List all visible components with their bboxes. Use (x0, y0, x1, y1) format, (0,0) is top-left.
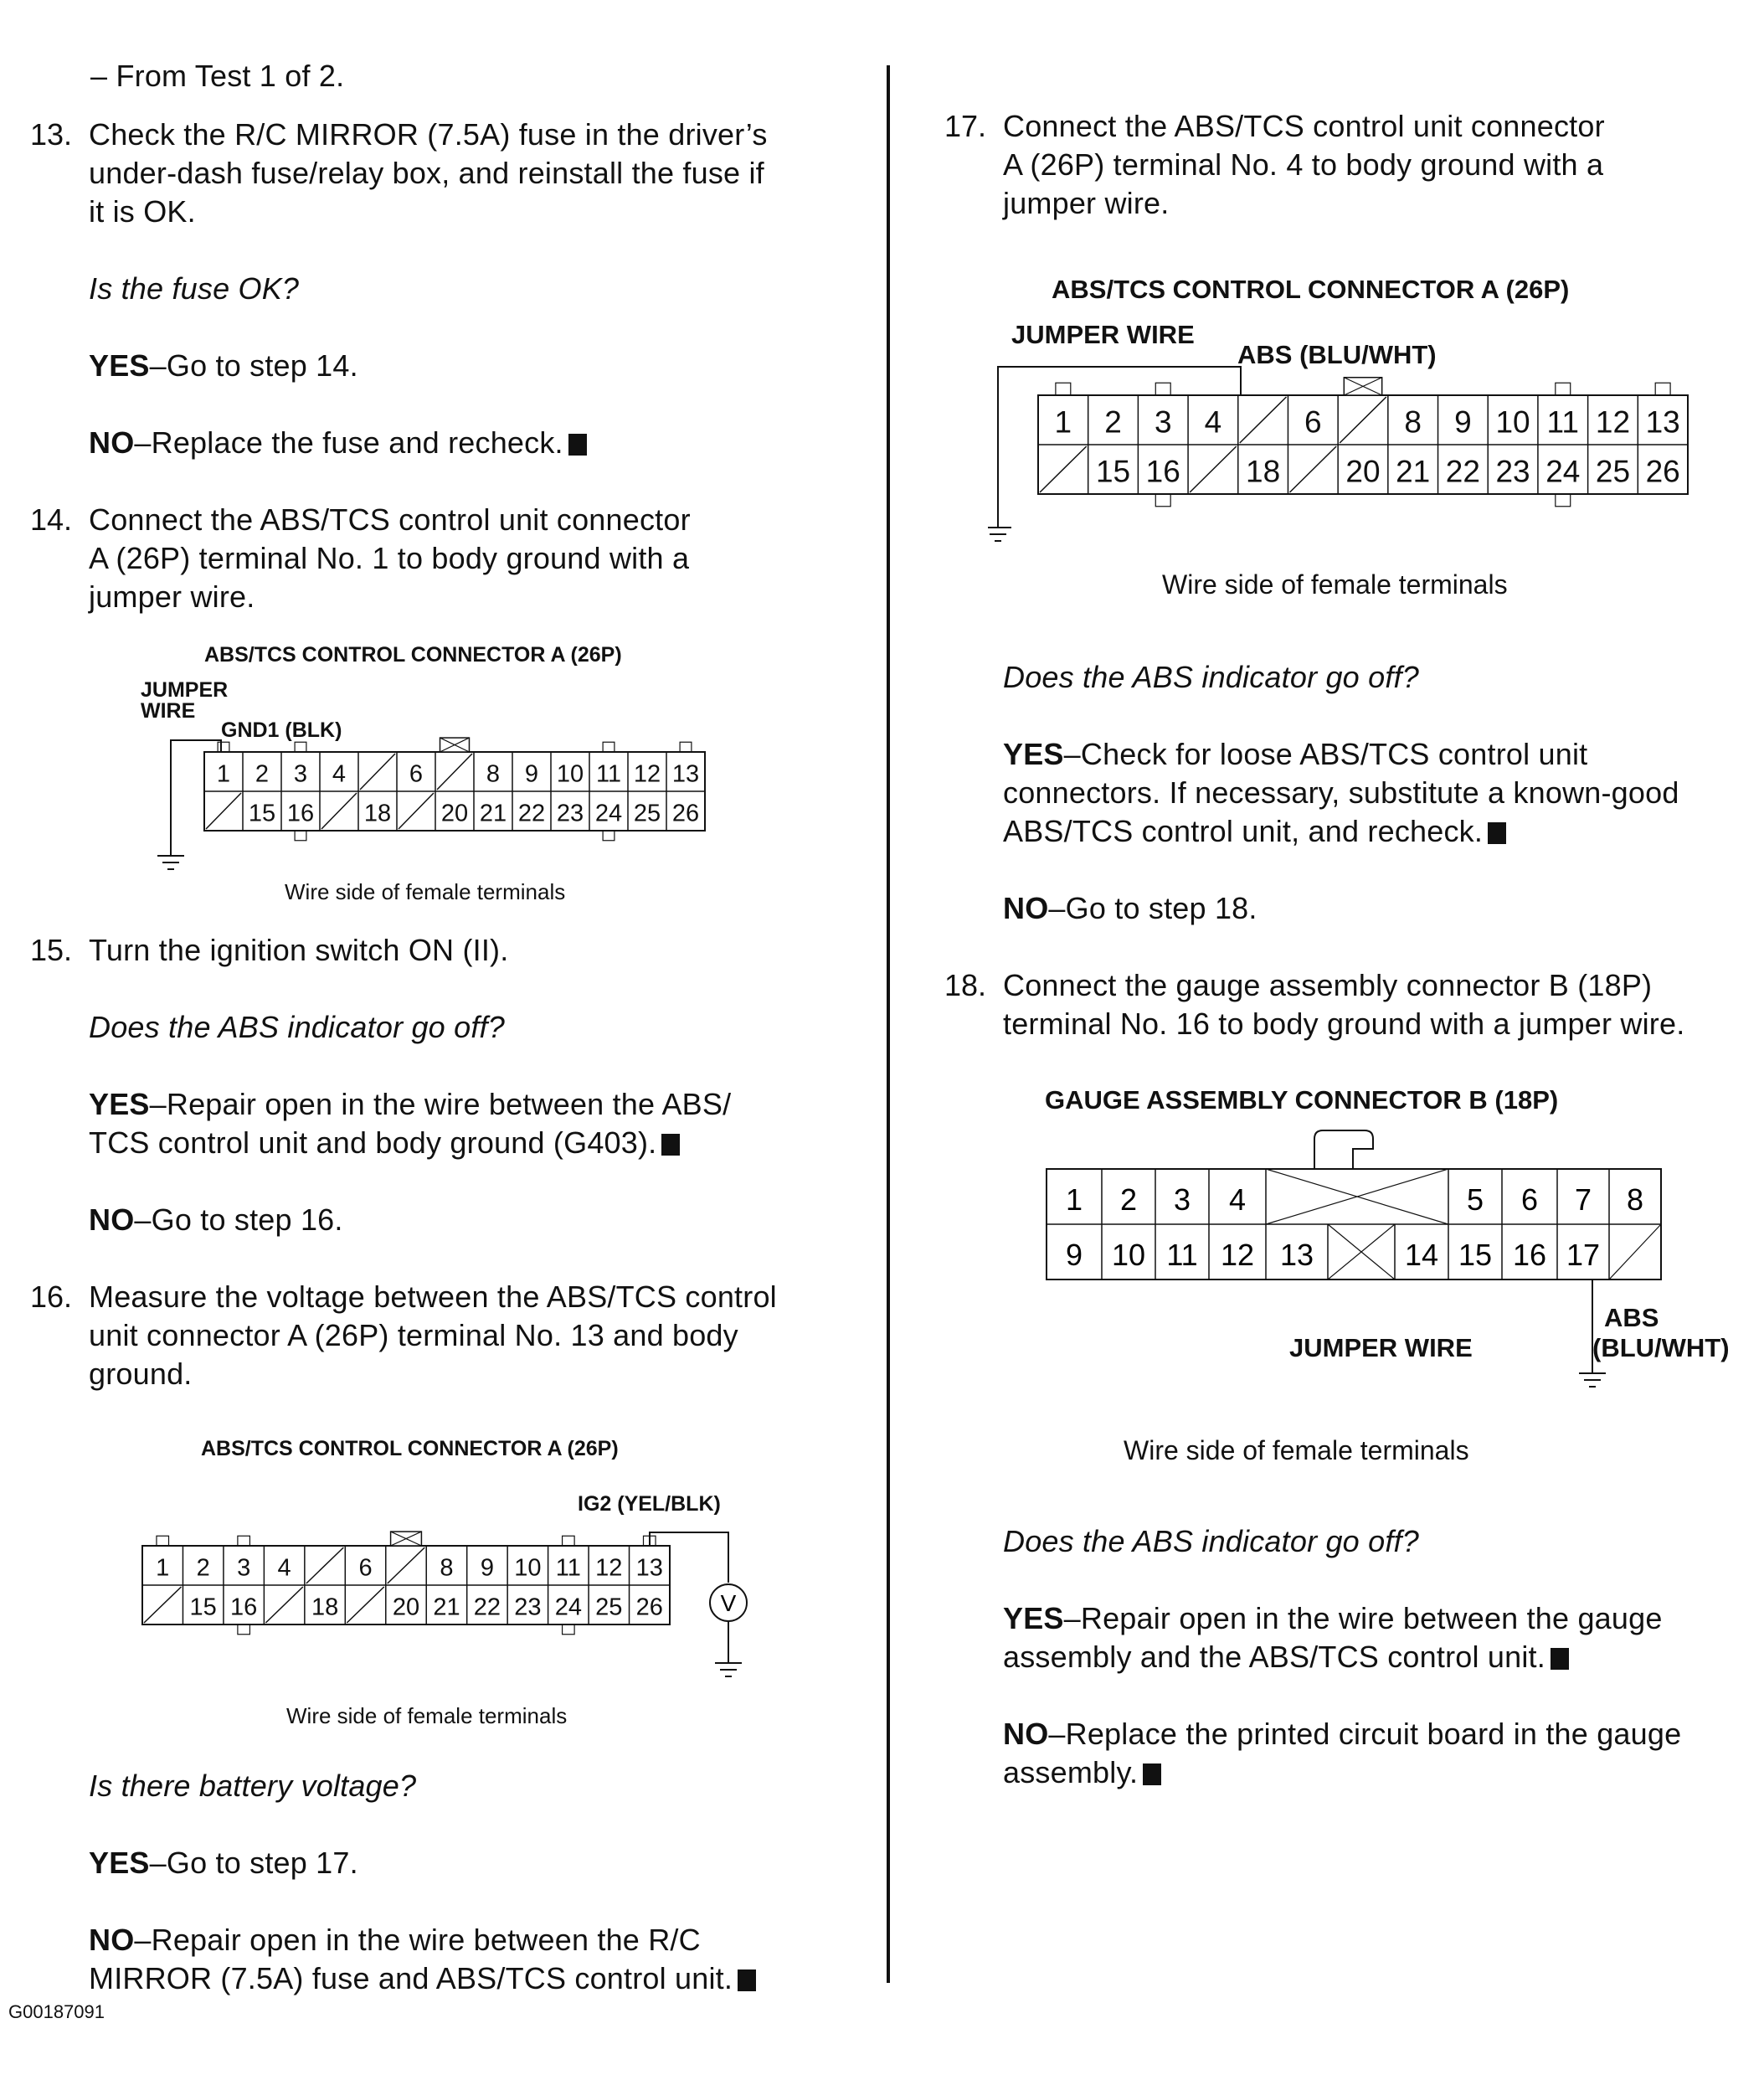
terminal-4: 4 (1228, 1182, 1247, 1217)
terminal-11: 11 (1166, 1237, 1198, 1272)
connector-lock-tab (1314, 1130, 1373, 1169)
terminal-1: 1 (156, 1554, 170, 1582)
terminal-13: 13 (635, 1554, 663, 1582)
terminal-12: 12 (595, 1554, 623, 1582)
step13-no: NO–Replace the fuse and recheck. (89, 424, 587, 462)
step18-caption: Wire side of female terminals (1124, 1435, 1469, 1465)
end-square-icon (738, 1969, 756, 1991)
terminal-18: 18 (1246, 454, 1281, 489)
terminal-22: 22 (1445, 454, 1480, 489)
end-square-icon (661, 1134, 680, 1156)
terminal-23: 23 (1495, 454, 1530, 489)
terminal-4: 4 (277, 1554, 291, 1582)
terminal-10: 10 (1495, 404, 1530, 440)
terminal-2: 2 (1104, 404, 1122, 440)
step14-connector-diagram (151, 729, 720, 879)
step17-question: Does the ABS indicator go off? (1003, 660, 1419, 694)
step18-line1: Connect the gauge assembly connector B (18P) (1003, 968, 1653, 1002)
terminal-24: 24 (594, 800, 623, 827)
end-square-icon (568, 434, 587, 456)
terminal-4: 4 (332, 760, 347, 788)
end-square-icon (1143, 1763, 1161, 1785)
terminal-3: 3 (1173, 1182, 1191, 1217)
step18-wire-label-1: ABS (1604, 1303, 1659, 1332)
step18-ground-icon (1566, 1365, 1633, 1398)
step13-line3: it is OK. (89, 194, 196, 229)
terminal-5: 5 (1466, 1182, 1484, 1217)
step16-connector-diagram (134, 1516, 770, 1683)
step14-number: 14. (30, 502, 73, 537)
step18-jumper-label: JUMPER WIRE (1289, 1333, 1473, 1362)
step17-yes-line2: connectors. If necessary, substitute a known-good (1003, 775, 1679, 810)
step17-jumper-label: JUMPER WIRE (1011, 320, 1195, 349)
terminal-13: 13 (671, 760, 700, 788)
step13-number: 13. (30, 117, 73, 152)
terminal-20: 20 (440, 800, 469, 827)
terminal-3: 3 (293, 760, 308, 788)
terminal-15: 15 (189, 1594, 217, 1621)
terminal-13: 13 (1645, 404, 1680, 440)
terminal-9: 9 (480, 1554, 494, 1582)
step16-line2: unit connector A (26P) terminal No. 13 and body (89, 1318, 738, 1352)
terminal-9: 9 (1065, 1237, 1083, 1272)
step18-diagram-title: GAUGE ASSEMBLY CONNECTOR B (18P) (1045, 1085, 1559, 1115)
terminal-10: 10 (1111, 1237, 1146, 1272)
terminal-22: 22 (517, 800, 546, 827)
connector-26p (142, 1532, 670, 1635)
step17-line2: A (26P) terminal No. 4 to body ground with a (1003, 147, 1604, 182)
terminal-18: 18 (311, 1594, 339, 1621)
step15-text: Turn the ignition switch ON (II). (89, 933, 509, 967)
step18-wire-label-2: (BLU/WHT) (1592, 1333, 1730, 1362)
step17-yes-line3: ABS/TCS control unit, and recheck. (1003, 812, 1506, 851)
terminal-25: 25 (595, 1594, 623, 1621)
terminal-26: 26 (635, 1594, 663, 1621)
terminal-24: 24 (554, 1594, 582, 1621)
terminal-9: 9 (524, 760, 539, 788)
terminal-6: 6 (358, 1554, 373, 1582)
step15-yes-line2: TCS control unit and body ground (G403). (89, 1124, 680, 1162)
step13-yes: YES–Go to step 14. (89, 348, 358, 383)
terminal-16: 16 (1145, 454, 1180, 489)
terminal-10: 10 (514, 1554, 542, 1582)
step13-line1: Check the R/C MIRROR (7.5A) fuse in the driver’s (89, 117, 768, 152)
terminal-16: 16 (286, 800, 315, 827)
step14-wire-label: GND1 (BLK) (221, 718, 342, 742)
terminal-21: 21 (433, 1594, 460, 1621)
step17-line3: jumper wire. (1003, 186, 1170, 220)
terminal-9: 9 (1454, 404, 1472, 440)
terminal-8: 8 (486, 760, 501, 788)
terminal-6: 6 (409, 760, 424, 788)
step17-number: 17. (944, 109, 987, 143)
document-id: G00187091 (8, 2001, 105, 2022)
step14-line3: jumper wire. (89, 579, 255, 614)
step14-diagram-title: ABS/TCS CONTROL CONNECTOR A (26P) (204, 643, 622, 667)
step16-diagram-title: ABS/TCS CONTROL CONNECTOR A (26P) (201, 1437, 619, 1460)
terminal-23: 23 (556, 800, 584, 827)
voltmeter-label: V (720, 1590, 737, 1616)
terminal-23: 23 (514, 1594, 542, 1621)
terminal-2: 2 (255, 760, 270, 788)
terminal-11: 11 (1546, 404, 1579, 440)
terminal-1: 1 (1065, 1182, 1083, 1217)
terminal-17: 17 (1566, 1237, 1601, 1272)
terminal-16: 16 (1512, 1237, 1547, 1272)
terminal-20: 20 (1345, 454, 1381, 489)
step17-wire-label: ABS (BLU/WHT) (1237, 340, 1437, 369)
step13-question: Is the fuse OK? (89, 271, 300, 306)
step14-line1: Connect the ABS/TCS control unit connector (89, 502, 691, 537)
terminal-12: 12 (1595, 404, 1631, 440)
terminal-25: 25 (1595, 454, 1631, 489)
terminal-14: 14 (1404, 1237, 1439, 1272)
connector-18p (1047, 1169, 1661, 1279)
connector-26p (204, 738, 705, 841)
terminal-12: 12 (633, 760, 661, 788)
step18-line2: terminal No. 16 to body ground with a jumper wire. (1003, 1007, 1685, 1041)
step16-number: 16. (30, 1279, 73, 1314)
step18-yes-line1: YES–Repair open in the wire between the gauge (1003, 1601, 1663, 1635)
terminal-1: 1 (1054, 404, 1072, 440)
step16-no-line1: NO–Repair open in the wire between the R/C (89, 1923, 701, 1957)
terminal-25: 25 (633, 800, 661, 827)
terminal-15: 15 (248, 800, 276, 827)
step16-question: Is there battery voltage? (89, 1769, 417, 1803)
step15-yes-line1: YES–Repair open in the wire between the ABS/ (89, 1087, 732, 1121)
step18-question: Does the ABS indicator go off? (1003, 1524, 1419, 1558)
step18-no-line2: assembly. (1003, 1753, 1161, 1792)
terminal-15: 15 (1458, 1237, 1493, 1272)
terminal-24: 24 (1545, 454, 1581, 489)
step17-line1: Connect the ABS/TCS control unit connector (1003, 109, 1605, 143)
step16-line3: ground. (89, 1357, 193, 1391)
terminal-3: 3 (237, 1554, 251, 1582)
terminal-8: 8 (440, 1554, 454, 1582)
terminal-22: 22 (473, 1594, 501, 1621)
step15-number: 15. (30, 933, 73, 967)
terminal-12: 12 (1220, 1237, 1255, 1272)
terminal-7: 7 (1574, 1182, 1592, 1217)
terminal-21: 21 (1396, 454, 1431, 489)
terminal-26: 26 (671, 800, 700, 827)
step14-caption: Wire side of female terminals (285, 879, 566, 904)
step17-diagram-title: ABS/TCS CONTROL CONNECTOR A (26P) (1052, 275, 1570, 304)
connector-26p (1038, 378, 1688, 507)
step14-line2: A (26P) terminal No. 1 to body ground with a (89, 541, 690, 575)
terminal-8: 8 (1404, 404, 1422, 440)
terminal-11: 11 (595, 760, 622, 788)
terminal-15: 15 (1095, 454, 1131, 489)
step17-no: NO–Go to step 18. (1003, 891, 1257, 925)
terminal-20: 20 (392, 1594, 420, 1621)
step16-yes: YES–Go to step 17. (89, 1846, 358, 1880)
step17-yes-line1: YES–Check for loose ABS/TCS control unit (1003, 737, 1588, 771)
step16-no-line2: MIRROR (7.5A) fuse and ABS/TCS control unit. (89, 1959, 756, 1998)
terminal-16: 16 (230, 1594, 258, 1621)
step18-yes-line2: assembly and the ABS/TCS control unit. (1003, 1638, 1569, 1676)
step15-no: NO–Go to step 16. (89, 1202, 343, 1237)
terminal-18: 18 (363, 800, 392, 827)
terminal-10: 10 (556, 760, 584, 788)
step17-caption: Wire side of female terminals (1162, 569, 1508, 600)
step15-question: Does the ABS indicator go off? (89, 1010, 505, 1044)
end-square-icon (1488, 822, 1506, 844)
step16-line1: Measure the voltage between the ABS/TCS control (89, 1279, 777, 1314)
step16-wire-label: IG2 (YEL/BLK) (578, 1492, 721, 1516)
terminal-2: 2 (196, 1554, 210, 1582)
step16-caption: Wire side of female terminals (286, 1703, 568, 1728)
terminal-4: 4 (1204, 404, 1222, 440)
end-square-icon (1551, 1648, 1569, 1670)
terminal-6: 6 (1304, 404, 1322, 440)
from-test-note: – From Test 1 of 2. (90, 59, 345, 93)
step18-number: 18. (944, 968, 987, 1002)
terminal-26: 26 (1645, 454, 1680, 489)
terminal-13: 13 (1279, 1237, 1314, 1272)
terminal-11: 11 (555, 1554, 581, 1582)
step13-line2: under-dash fuse/relay box, and reinstall the fuse if (89, 156, 764, 190)
terminal-3: 3 (1154, 404, 1172, 440)
step17-connector-diagram (988, 360, 1764, 561)
terminal-8: 8 (1626, 1182, 1644, 1217)
step18-no-line1: NO–Replace the printed circuit board in the gauge (1003, 1717, 1682, 1751)
column-divider (887, 65, 890, 1983)
terminal-1: 1 (216, 760, 231, 788)
step14-jumper-label: JUMPER WIRE (141, 678, 229, 723)
terminal-2: 2 (1119, 1182, 1138, 1217)
terminal-6: 6 (1520, 1182, 1539, 1217)
terminal-21: 21 (479, 800, 507, 827)
